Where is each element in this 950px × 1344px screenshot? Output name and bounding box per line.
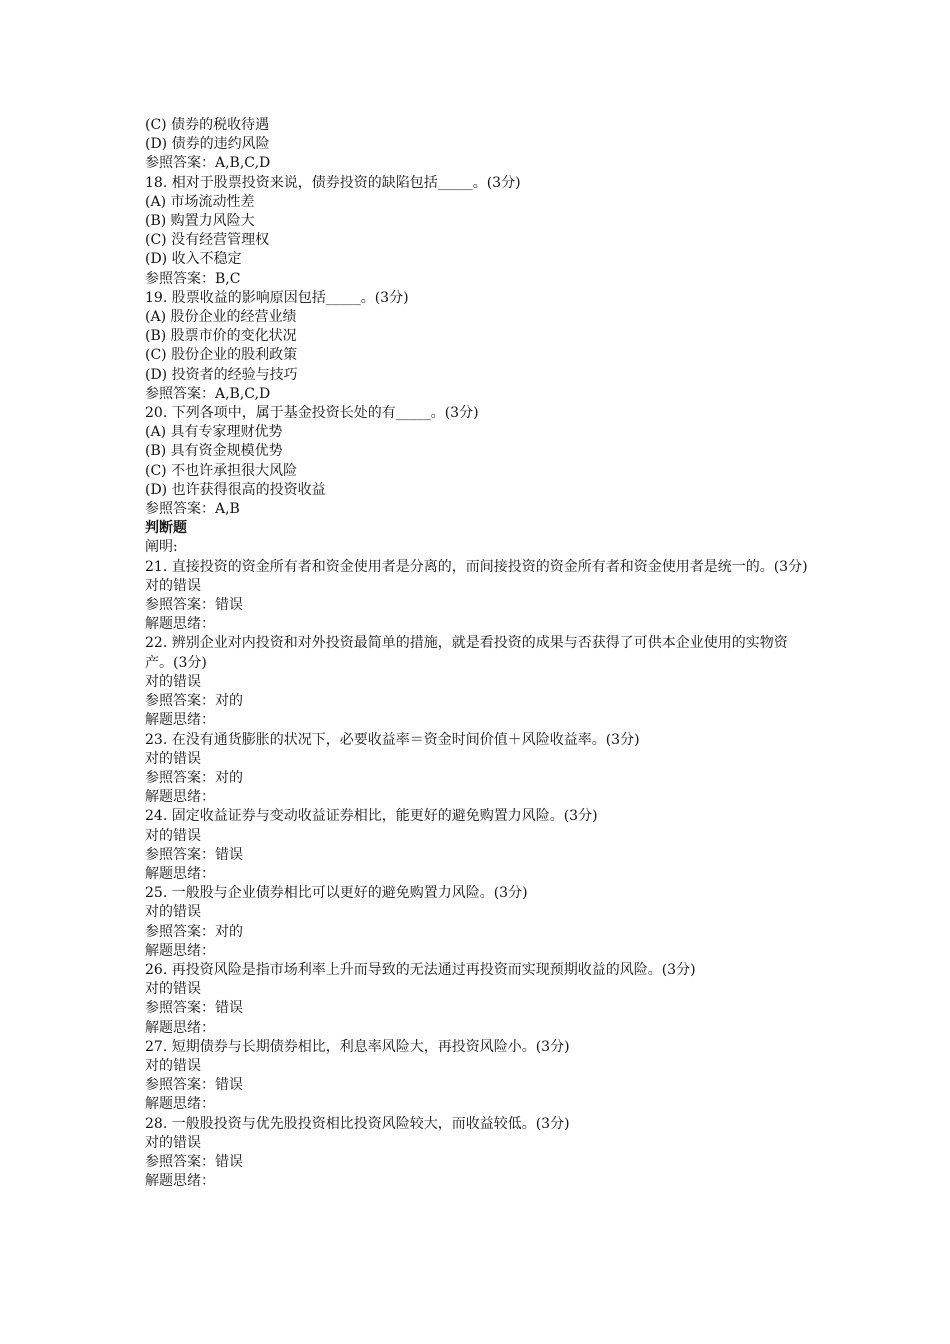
document-page: [145, 116, 815, 1191]
reference-answer: 参照答案：对的: [145, 923, 243, 940]
reference-answer: 参照答案：错误: [145, 846, 243, 863]
reference-answer: 参照答案：错误: [145, 597, 243, 614]
solution-thinking: 解题思绪：: [145, 865, 215, 882]
question-27: [145, 1038, 815, 1115]
option-a: (A) 股份企业的经营业绩: [145, 309, 297, 326]
option-b: (B) 具有资金规模优势: [145, 443, 283, 460]
question-21: [145, 558, 815, 635]
question-22: [145, 634, 815, 730]
question-23: [145, 731, 815, 808]
judge-choices: 对的错误: [145, 750, 201, 767]
option-a: (A) 具有专家理财优势: [145, 424, 283, 441]
judge-choices: 对的错误: [145, 1134, 201, 1151]
option-b: (B) 股票市价的变化状况: [145, 328, 297, 345]
question-text: 25. 一般股与企业债券相比可以更好的避免购置力风险。(3分): [145, 885, 528, 902]
question-text: 28. 一般股投资与优先股投资相比投资风险较大，而收益较低。(3分): [145, 1115, 570, 1132]
question-text: 26. 再投资风险是指市场利率上升而导致的无法通过再投资而实现预期收益的风险。(3分): [145, 961, 696, 978]
question-25: [145, 884, 815, 961]
judge-choices: 对的错误: [145, 827, 201, 844]
reference-answer: 参照答案：错误: [145, 1077, 243, 1094]
question-20: [145, 404, 815, 519]
reference-answer: 参照答案：错误: [145, 1153, 243, 1170]
question-26: [145, 961, 815, 1038]
reference-answer: 参照答案：B,C: [145, 270, 241, 287]
reference-answer: 参照答案：A,B: [145, 501, 240, 518]
option-d: (D) 也许获得很高的投资收益: [145, 481, 326, 498]
question-text: 20. 下列各项中，属于基金投资长处的有_____。(3分): [145, 405, 479, 422]
question-text: 23. 在没有通货膨胀的状况下，必要收益率＝资金时间价值＋风险收益率。(3分): [145, 731, 640, 748]
solution-thinking: 解题思绪：: [145, 789, 215, 806]
judge-choices: 对的错误: [145, 904, 201, 921]
question-28: [145, 1115, 815, 1192]
solution-thinking: 解题思绪：: [145, 616, 215, 633]
option-d: (D) 债券的违约风险: [145, 136, 270, 153]
solution-thinking: 解题思绪：: [145, 1019, 215, 1036]
top-block: [145, 116, 815, 174]
section-title: 判断题: [145, 520, 187, 537]
option-c: (C) 股份企业的股利政策: [145, 347, 298, 364]
option-c: (C) 不也许承担很大风险: [145, 462, 298, 479]
judge-choices: 对的错误: [145, 1057, 201, 1074]
reference-answer: 参照答案：对的: [145, 769, 243, 786]
reference-answer: 参照答案：对的: [145, 693, 243, 710]
option-d: (D) 收入不稳定: [145, 251, 242, 268]
option-c: (C) 债券的税收待遇: [145, 117, 270, 133]
question-text: 21. 直接投资的资金所有者和资金使用者是分离的，而间接投资的资金所有者和资金使用者是统一的。(3分): [145, 558, 808, 575]
section-note: 阐明:: [145, 539, 178, 556]
solution-thinking: 解题思绪：: [145, 712, 215, 729]
solution-thinking: 解题思绪：: [145, 1096, 215, 1113]
option-a: (A) 市场流动性差: [145, 193, 255, 210]
judge-section-header: [145, 519, 815, 557]
question-text: 22. 辨别企业对内投资和对外投资最简单的措施，就是看投资的成果与否获得了可供本企业使用的实物资产。(3分): [145, 635, 788, 671]
reference-answer: 参照答案：A,B,C,D: [145, 155, 271, 172]
judge-choices: 对的错误: [145, 981, 201, 998]
reference-answer: 参照答案：A,B,C,D: [145, 385, 271, 402]
judge-choices: 对的错误: [145, 673, 201, 690]
solution-thinking: 解题思绪：: [145, 1173, 215, 1190]
question-text: 19. 股票收益的影响原因包括_____。(3分): [145, 289, 409, 306]
option-b: (B) 购置力风险大: [145, 213, 255, 230]
solution-thinking: 解题思绪：: [145, 942, 215, 959]
option-c: (C) 没有经营管理权: [145, 232, 270, 249]
question-text: 18. 相对于股票投资来说，债券投资的缺陷包括_____。(3分): [145, 174, 521, 191]
question-19: [145, 289, 815, 404]
judge-choices: 对的错误: [145, 577, 201, 594]
option-d: (D) 投资者的经验与技巧: [145, 366, 298, 383]
question-text: 27. 短期债券与长期债券相比，利息率风险大，再投资风险小。(3分): [145, 1038, 570, 1055]
question-18: [145, 174, 815, 289]
reference-answer: 参照答案：错误: [145, 1000, 243, 1017]
question-24: [145, 807, 815, 884]
question-text: 24. 固定收益证券与变动收益证券相比，能更好的避免购置力风险。(3分): [145, 808, 598, 825]
